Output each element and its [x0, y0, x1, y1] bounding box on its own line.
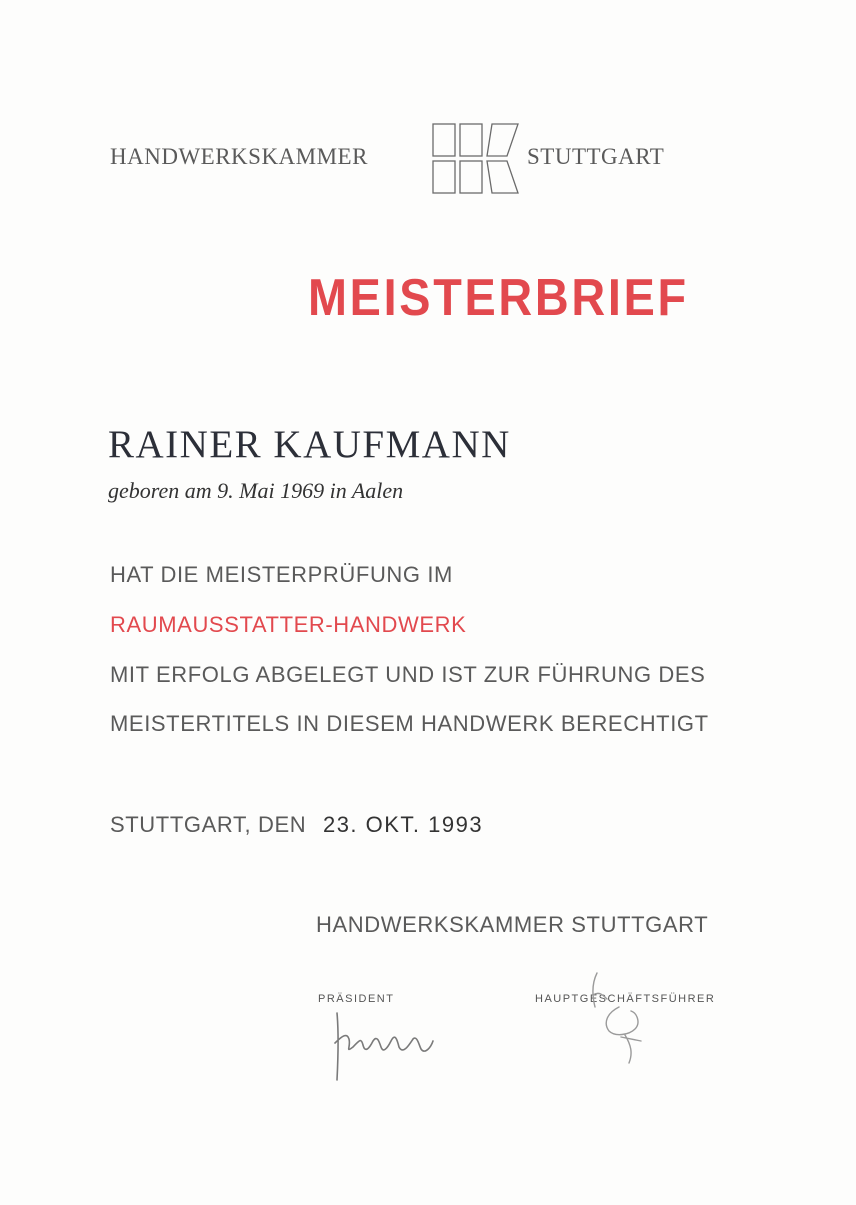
body-line-1: HAT DIE MEISTERPRÜFUNG IM: [110, 562, 453, 587]
president-label: PRÄSIDENT: [318, 993, 395, 1005]
president-signature: [325, 1005, 455, 1085]
body-line-3: MIT ERFOLG ABGELEGT UND IST ZUR FÜHRUNG DES: [110, 662, 706, 687]
recipient-name: RAINER KAUFMANN: [108, 423, 511, 466]
manager-label: HAUPTGESCHÄFTSFÜHRER: [535, 993, 716, 1005]
chamber-logo-icon: [432, 123, 522, 195]
body-line-4: MEISTERTITELS IN DIESEM HANDWERK BERECHTIGT: [110, 711, 709, 736]
header-city: STUTTGART: [527, 144, 665, 169]
body-trade: RAUMAUSSTATTER-HANDWERK: [110, 612, 467, 637]
header-chamber-name: HANDWERKSKAMMER: [110, 144, 368, 169]
issuer-name: HANDWERKSKAMMER STUTTGART: [316, 912, 709, 937]
issue-date-prefix: STUTTGART, DEN: [110, 812, 307, 837]
manager-signature: [585, 965, 665, 1070]
issue-date-line: [110, 812, 483, 838]
document-title: MEISTERBRIEF: [308, 269, 689, 327]
issue-date-stamp: 23. OKT. 1993: [322, 812, 484, 837]
recipient-birth-line: geboren am 9. Mai 1969 in Aalen: [108, 478, 404, 503]
